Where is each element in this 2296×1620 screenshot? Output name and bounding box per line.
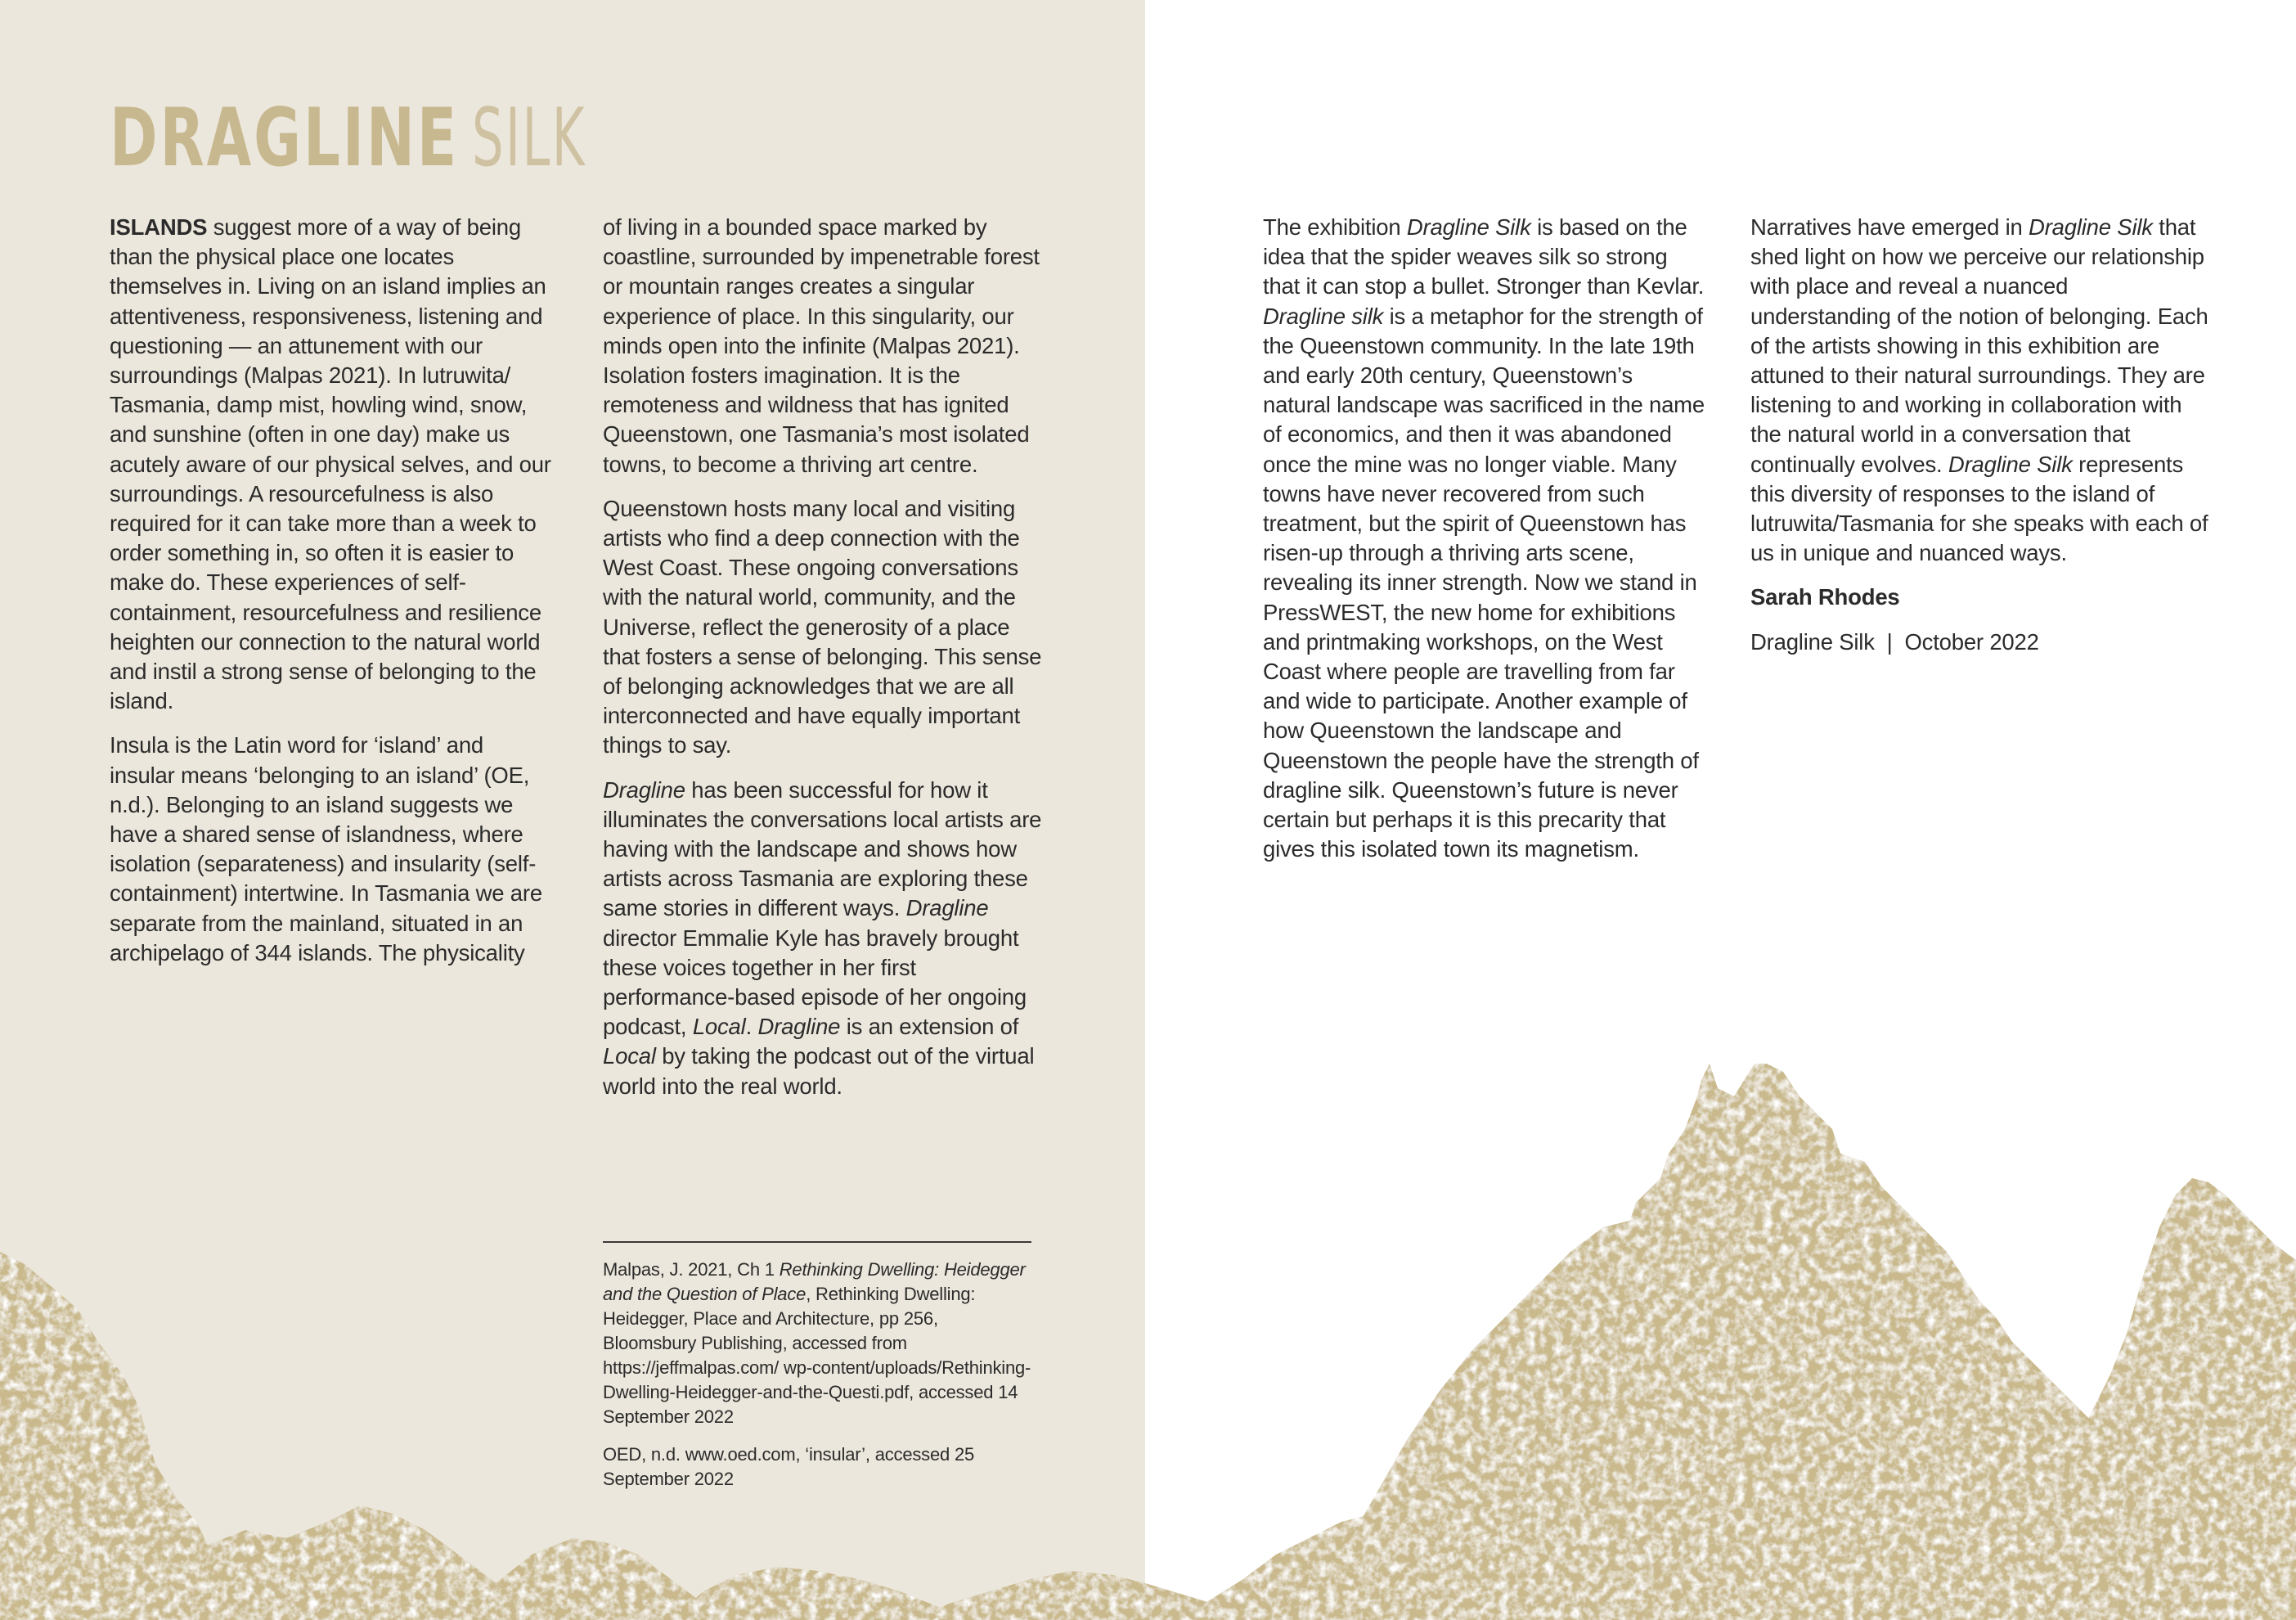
paragraph-text: The exhibition (1263, 214, 1407, 240)
paragraph-text: . (745, 1014, 758, 1040)
paragraph (110, 213, 551, 716)
column-2 (603, 213, 1045, 1116)
paragraph-text: by taking the podcast out of the virtual world into the real world. (603, 1043, 1035, 1099)
paragraph-text: Narratives have emerged in (1750, 214, 2029, 240)
italic-text: Dragline Silk (1948, 451, 2073, 477)
paragraph (603, 776, 1045, 1101)
reference-text: Malpas, J. 2021, Ch 1 (603, 1259, 780, 1280)
reference-text: , Rethinking Dwelling: Heidegger, Place and Architecture, pp 256, Bloomsbury Publishing, accessed from https://jeffmalpas.com/ wp-content/uploads/Rethinking-Dwelling-Heidegger-and-the-Questi.pdf, accessed 14 September 2022 (603, 1284, 1031, 1427)
italic-text: Rethinking Dwelling: Heidegger and the Question of Place (603, 1259, 1026, 1304)
italic-text: Dragline (603, 776, 685, 803)
references (603, 1241, 1031, 1505)
italic-text: Local (603, 1043, 656, 1069)
column-1 (110, 213, 551, 983)
byline: Dragline Silk | October 2022 (1750, 628, 2039, 655)
paragraph-text: is an extension of (840, 1014, 1019, 1040)
author-name: Sarah Rhodes (1750, 584, 1900, 610)
column-3 (1263, 213, 1705, 879)
paragraph: Queenstown hosts many local and visiting artists who find a deep connection with the West Coast. These ongoing conversations with the natural world, community, and the Universe, reflect the generosity of a place that fosters a sense of belonging. This sense of belonging acknowledges that we are all interconnected and have equally important things to say. (603, 495, 1042, 758)
paragraph (1263, 213, 1705, 864)
paragraph-text: suggest more of a way of being than the physical place one locates themselves in. Living on an island implies an attentiveness, responsiveness, listening and questioning — an attunement with our surroundings (Malpas 2021). In lutruwita/ Tasmania, damp mist, howling wind, snow, and sunshine (often in one day) make us acutely aware of our physical selves, and our surroundings. A resourcefulness is also required for it can take more than a week to order something in, so often it is easier to make do. These experiences of self-containment, resourcefulness and resilience heighten our connection to the natural world and instil a strong sense of belonging to the island. (110, 214, 551, 714)
italic-text: Dragline Silk (1406, 214, 1531, 240)
brand-title (110, 92, 657, 185)
column-4 (1750, 213, 2208, 672)
title-bold: DRAGLINE (110, 92, 459, 185)
paragraph (1750, 213, 2208, 568)
paragraph-text: director Emmalie Kyle has bravely brought these voices together in her first performance-based episode of her ongoing podcast, (603, 925, 1027, 1040)
italic-text: Dragline Silk (2029, 214, 2153, 240)
paragraph: of living in a bounded space marked by coastline, surrounded by impenetrable forest or mountain ranges creates a singular experience of place. In this singularity, our minds open into the infinite (Malpas 2021). Isolation fosters imagination. It is the remoteness and wildness that has ignited Queenstown, one Tasmania’s most isolated towns, to become a thriving art centre. (603, 214, 1040, 477)
title-light: SILK (471, 92, 587, 185)
paragraph-text: is a metaphor for the strength of the Queenstown community. In the late 19th and early 20th century, Queenstown’s natural landscape was sacrificed in the name of economics, and then it was abandoned once the mine was no longer viable. Many towns have never recovered from such treatment, but the spirit of Queenstown has risen-up through a thriving arts scene, revealing its inner strength. Now we stand in PressWEST, the new home for exhibitions and printmaking workshops, on the West Coast where people are travelling from far and wide to participate. Another example of how Queenstown the landscape and Queenstown the people have the strength of dragline silk. Queenstown’s future is never certain but perhaps it is this precarity that gives this isolated town its magnetism. (1263, 303, 1705, 862)
reference-item: OED, n.d. www.oed.com, ‘insular’, accessed 25 September 2022 (603, 1444, 975, 1489)
paragraph-text: is based on the idea that the spider weaves silk so strong that it can stop a bullet. Stronger than Kevlar. (1263, 214, 1705, 299)
italic-text: Dragline (757, 1014, 841, 1040)
paragraph: Insula is the Latin word for ‘island’ and insular means ‘belonging to an island’ (OE, n.d.). Belonging to an island suggests we have a shared sense of islandness, where isolation (separateness) and insularity (self-containment) intertwine. In Tasmania we are separate from the mainland, situated in an archipelago of 344 islands. The physicality (110, 732, 542, 965)
italic-text: Dragline silk (1263, 303, 1384, 329)
paragraph-text: has been successful for how it illuminates the conversations local artists are having with the landscape and shows how artists across Tasmania are exploring these same stories in different ways. (603, 776, 1042, 921)
paragraph-text: that shed light on how we perceive our relationship with place and reveal a nuanced understanding of the notion of belonging. Each of the artists showing in this exhibition are attuned to their natural surroundings. They are listening to and working in collaboration with the natural world in a conversation that continually evolves. (1750, 214, 2208, 477)
lead-word: ISLANDS (110, 214, 208, 240)
paragraph-text: represents this diversity of responses to the island of lutruwita/Tasmania for she speaks with each of us in unique and nuanced ways. (1750, 451, 2208, 566)
reference-item (603, 1258, 1031, 1429)
italic-text: Dragline (905, 895, 989, 921)
italic-text: Local (692, 1014, 746, 1040)
